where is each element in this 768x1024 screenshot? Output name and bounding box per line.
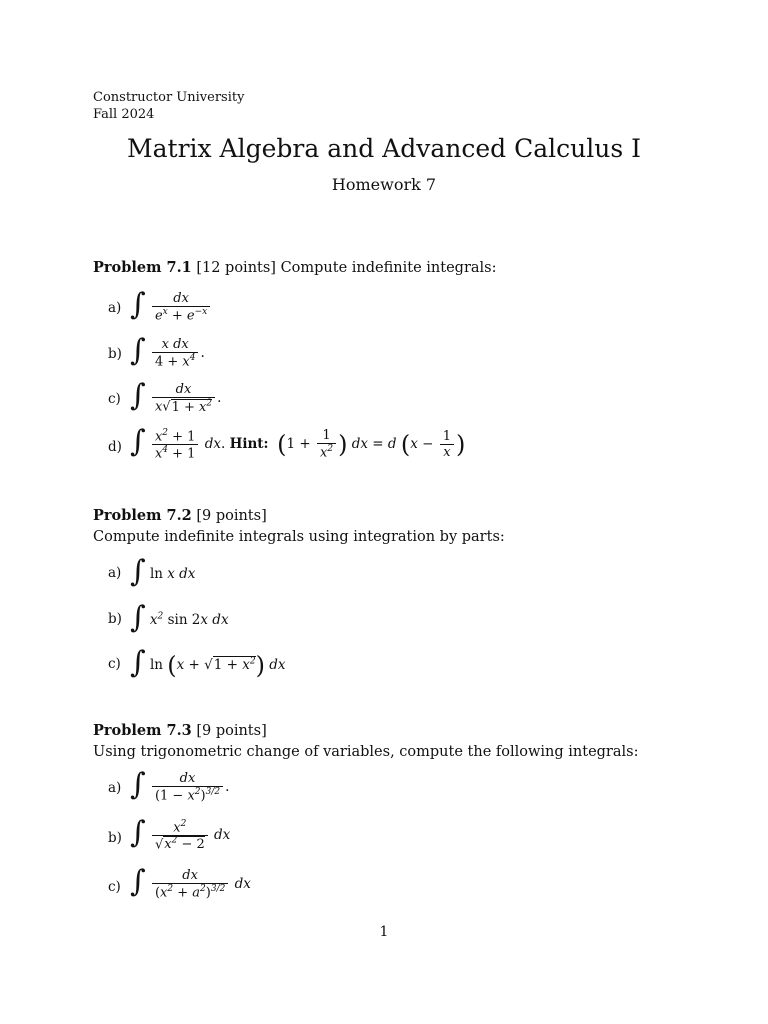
math-expression: ∫ $\frac{dx}{(1 - x^2)^{3/2}}$ . [130, 767, 230, 804]
math-expression: ∫ $\frac{\text{x dx}}{4 + x^4}$ . [130, 333, 205, 370]
problem-points: [12 points] [196, 260, 276, 276]
item-label: a) [108, 300, 122, 316]
math-expression: ∫ $\frac{x^2}{√x^2 - 2}$ dx [130, 815, 231, 853]
university-name: Constructor University [93, 90, 245, 105]
problem-points: [9 points] [196, 723, 267, 739]
item-label: d) [108, 439, 122, 455]
page-number: 1 [379, 924, 389, 940]
problem-7-3-title [93, 722, 267, 739]
item-label: b) [108, 346, 122, 362]
item-label: a) [108, 565, 122, 581]
problem-heading: Problem 7.1 [93, 259, 192, 276]
problem-instruction: Compute indefinite integrals: [275, 260, 497, 276]
problem-7-2-title [93, 507, 267, 524]
item-label: c) [108, 391, 121, 407]
problem-points: [9 points] [196, 508, 267, 524]
math-expression: ∫ $\frac{dx}{x√1 + x^2}$ . [130, 378, 222, 415]
item-label: a) [108, 780, 122, 796]
problem-7-3-instruction: Using trigonometric change of variables, compute the following integrals: [93, 744, 639, 760]
math-expression: ∫ $\frac{x^2 + 1}{x^4 + 1}$ dx. Hint: (1 + $\frac{1}{x^2}$ ) dx = d (x − $\frac{1}{x}$ ) [130, 424, 466, 462]
problem-heading: Problem 7.3 [93, 722, 192, 739]
problem-heading: Problem 7.2 [93, 507, 192, 524]
item-label: b) [108, 611, 122, 627]
problem-7-1-title [93, 259, 497, 276]
math-expression: ∫ ln x dx [130, 554, 196, 589]
math-expression: ∫ $\frac{dx}{(x^2 + a^2)^{3/2}}$ dx [130, 864, 251, 901]
hint-label: Hint: [229, 436, 269, 452]
problem-7-2-instruction: Compute indefinite integrals using integration by parts: [93, 529, 505, 545]
term: Fall 2024 [93, 107, 155, 122]
math-expression: ∫ $\frac{dx}{e^x + e^{-x}}$ [130, 290, 212, 325]
item-label: c) [108, 656, 121, 672]
item-label: b) [108, 830, 122, 846]
math-expression: ∫ $x^2$ sin 2x dx [130, 600, 229, 635]
math-expression: ∫ $\ln (x + √1 + x^2)$ dx [130, 645, 286, 680]
item-label: c) [108, 879, 121, 895]
course-title: Matrix Algebra and Advanced Calculus I [127, 134, 641, 163]
homework-title: Homework 7 [331, 175, 437, 194]
